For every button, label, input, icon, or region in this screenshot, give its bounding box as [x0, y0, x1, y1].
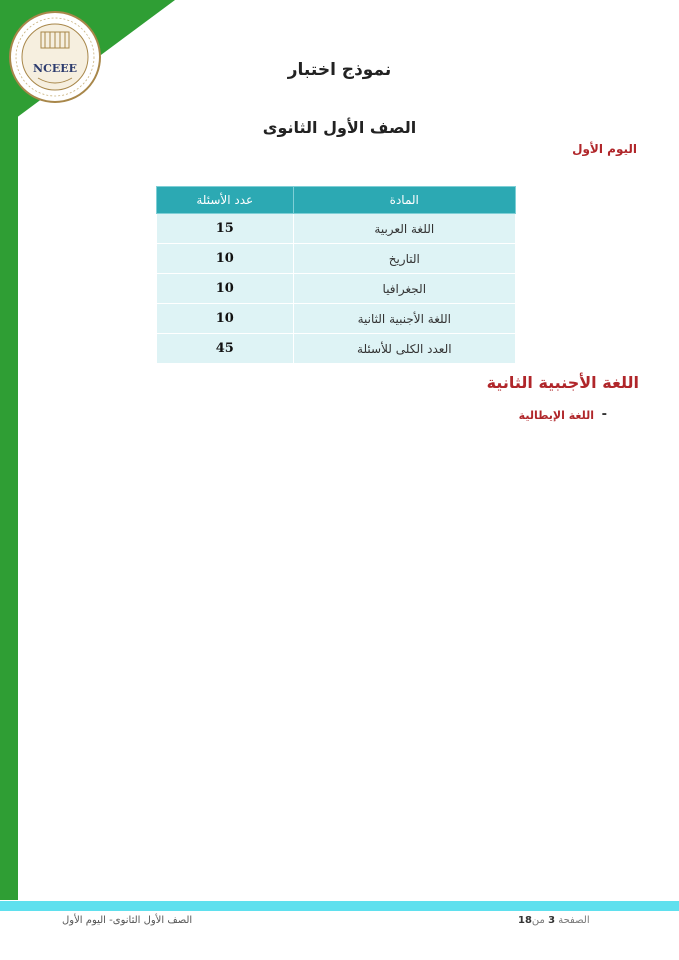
grade-title: الصف الأول الثانوى — [262, 118, 417, 137]
subject-cell: اللغة الأجنبية الثانية — [293, 304, 515, 334]
subject-cell: العدد الكلى للأسئلة — [293, 334, 515, 364]
page-total: 18 — [518, 915, 532, 926]
of-word: من — [531, 915, 545, 926]
count-column-header: عدد الأسئلة — [157, 187, 294, 214]
table-row — [157, 304, 516, 334]
table-row — [157, 334, 516, 364]
list-dash: - — [601, 407, 607, 422]
page-current: 3 — [548, 915, 556, 926]
footer-caption: الصف الأول الثانوى- اليوم الأول — [62, 915, 193, 926]
subject-column-header: المادة — [293, 187, 515, 214]
count-cell: 10 — [157, 304, 294, 334]
day-label: اليوم الأول — [572, 142, 637, 156]
count-cell: 15 — [157, 214, 294, 244]
count-cell: 10 — [157, 244, 294, 274]
section-heading: اللغة الأجنبية الثانية — [486, 373, 639, 392]
svg-text:NCEEE: NCEEE — [33, 62, 77, 75]
count-cell: 45 — [157, 334, 294, 364]
page-number — [518, 915, 590, 926]
subject-cell: اللغة العربية — [293, 214, 515, 244]
subjects-table — [156, 186, 516, 364]
table-row — [157, 274, 516, 304]
page-word: الصفحة — [558, 915, 590, 926]
table-header-row — [157, 187, 516, 214]
subject-cell: التاريخ — [293, 244, 515, 274]
page-title: نموذج اختبار — [287, 60, 392, 80]
table-row — [157, 244, 516, 274]
footer-bar — [0, 901, 679, 911]
subject-cell: الجغرافيا — [293, 274, 515, 304]
table-row — [157, 214, 516, 244]
count-cell: 10 — [157, 274, 294, 304]
nceee-logo — [8, 10, 102, 104]
section-item: اللغة الإيطالية — [518, 409, 594, 422]
